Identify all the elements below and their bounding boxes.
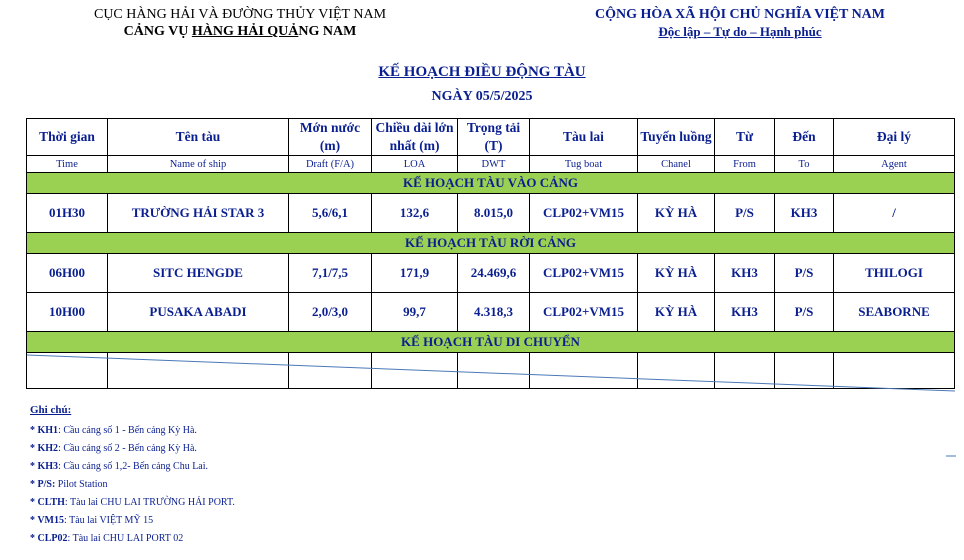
cell-from: KH3	[715, 293, 775, 332]
note-item	[30, 512, 235, 530]
empty-cell	[108, 353, 289, 389]
cell-loa: 99,7	[372, 293, 458, 332]
cell-agent: /	[834, 194, 955, 233]
cell-time: 10H00	[27, 293, 108, 332]
empty-cell	[775, 353, 834, 389]
note-text: : Cầu cảng số 1 - Bến cảng Kỳ Hà.	[58, 425, 197, 436]
cell-dwt: 4.318,3	[458, 293, 530, 332]
col-header-channel: Tuyến luồng	[638, 119, 715, 156]
note-text: : Tàu lai VIỆT MỸ 15	[63, 515, 154, 526]
cell-channel: KỲ HÀ	[638, 194, 715, 233]
col-header-loa: Chiều dài lớn nhất (m)	[372, 119, 458, 156]
col-header-time: Thời gian	[27, 119, 108, 156]
cell-agent: SEABORNE	[834, 293, 955, 332]
empty-cell	[289, 353, 372, 389]
port-authority-prefix: CẢNG VỤ	[123, 24, 192, 39]
note-key: * P/S:	[30, 479, 56, 490]
cell-to: P/S	[775, 293, 834, 332]
header-row-en	[27, 156, 955, 173]
cell-to: P/S	[775, 254, 834, 293]
col-subheader-tug: Tug boat	[530, 156, 638, 173]
notes-title: Ghi chú:	[30, 404, 72, 416]
col-subheader-time: Time	[27, 156, 108, 173]
national-motto: Độc lập – Tự do – Hạnh phúc	[658, 24, 822, 39]
cell-from: P/S	[715, 194, 775, 233]
document-title: KẾ HOẠCH ĐIỀU ĐỘNG TÀU	[378, 64, 586, 80]
table-row	[27, 293, 955, 332]
national-title: CỘNG HÒA XÃ HỘI CHỦ NGHĨA VIỆT NAM	[594, 7, 885, 22]
notes-section	[30, 404, 235, 548]
note-text: : Tàu lai CHU LAI PORT 02	[67, 533, 184, 544]
cell-tug: CLP02+VM15	[530, 254, 638, 293]
cell-dwt: 24.469,6	[458, 254, 530, 293]
vessel-plan-table	[26, 118, 955, 389]
col-subheader-channel: Chanel	[638, 156, 715, 173]
note-item	[30, 458, 235, 476]
note-key: * VM15	[30, 515, 64, 526]
note-item	[30, 494, 235, 512]
cell-loa: 132,6	[372, 194, 458, 233]
col-header-draft: Mớn nước (m)	[289, 119, 372, 156]
port-authority-suffix: NG NAM	[298, 24, 357, 39]
col-header-dwt: Trọng tải (T)	[458, 119, 530, 156]
cell-channel: KỲ HÀ	[638, 254, 715, 293]
col-subheader-loa: LOA	[372, 156, 458, 173]
note-key: * KH2	[30, 443, 59, 454]
note-key: * KH3	[30, 461, 59, 472]
cell-tug: CLP02+VM15	[530, 194, 638, 233]
cell-tug: CLP02+VM15	[530, 293, 638, 332]
empty-cell	[372, 353, 458, 389]
cell-agent: THILOGI	[834, 254, 955, 293]
col-subheader-draft: Draft (F/A)	[289, 156, 372, 173]
section-row-departure	[27, 233, 955, 254]
document-date: NGÀY 05/5/2025	[431, 89, 533, 104]
empty-cell	[27, 353, 108, 389]
cell-loa: 171,9	[372, 254, 458, 293]
authority-name: CỤC HÀNG HẢI VÀ ĐƯỜNG THỦY VIỆT NAM	[93, 7, 387, 22]
authority-header	[40, 6, 440, 40]
cell-ship: PUSAKA ABADI	[108, 293, 289, 332]
note-item	[30, 440, 235, 458]
port-authority-name	[40, 23, 440, 40]
note-item	[30, 422, 235, 440]
col-header-ship: Tên tàu	[108, 119, 289, 156]
cell-time: 06H00	[27, 254, 108, 293]
col-header-agent: Đại lý	[834, 119, 955, 156]
section-title-arrival: KẾ HOẠCH TÀU VÀO CẢNG	[27, 173, 955, 194]
col-header-tug: Tàu lai	[530, 119, 638, 156]
col-header-from: Từ	[715, 119, 775, 156]
cell-ship: TRƯỜNG HẢI STAR 3	[108, 194, 289, 233]
empty-cell	[834, 353, 955, 389]
cell-channel: KỲ HÀ	[638, 293, 715, 332]
note-item	[30, 476, 235, 494]
section-title-departure: KẾ HOẠCH TÀU RỜI CẢNG	[27, 233, 955, 254]
cell-draft: 5,6/6,1	[289, 194, 372, 233]
note-key: * CLP02	[30, 533, 68, 544]
note-key: * KH1	[30, 425, 59, 436]
header-row-vi	[27, 119, 955, 156]
table-row	[27, 194, 955, 233]
cell-to: KH3	[775, 194, 834, 233]
section-row-arrival	[27, 173, 955, 194]
note-text: : Cầu cảng số 2 - Bến cảng Kỳ Hà.	[58, 443, 197, 454]
empty-row	[27, 353, 955, 389]
note-item	[30, 530, 235, 548]
national-header	[540, 6, 940, 40]
col-subheader-agent: Agent	[834, 156, 955, 173]
note-key: * CLTH	[30, 497, 65, 508]
cell-draft: 2,0/3,0	[289, 293, 372, 332]
note-text: : Cầu cảng số 1,2- Bến cảng Chu Lai.	[58, 461, 209, 472]
col-header-to: Đến	[775, 119, 834, 156]
table-row	[27, 254, 955, 293]
col-subheader-ship: Name of ship	[108, 156, 289, 173]
cell-from: KH3	[715, 254, 775, 293]
empty-cell	[530, 353, 638, 389]
col-subheader-dwt: DWT	[458, 156, 530, 173]
note-text: : Tàu lai CHU LAI TRƯỜNG HẢI PORT.	[64, 497, 235, 508]
section-title-shifting: KẾ HOẠCH TÀU DI CHUYỂN	[27, 332, 955, 353]
cell-ship: SITC HENGDE	[108, 254, 289, 293]
empty-cell	[458, 353, 530, 389]
empty-cell	[638, 353, 715, 389]
col-subheader-from: From	[715, 156, 775, 173]
col-subheader-to: To	[775, 156, 834, 173]
cell-time: 01H30	[27, 194, 108, 233]
cell-dwt: 8.015,0	[458, 194, 530, 233]
empty-cell	[715, 353, 775, 389]
section-row-shifting	[27, 332, 955, 353]
note-text: Pilot Station	[55, 479, 108, 490]
port-authority-underlined: HÀNG HẢI QUẢ	[191, 24, 299, 39]
cell-draft: 7,1/7,5	[289, 254, 372, 293]
